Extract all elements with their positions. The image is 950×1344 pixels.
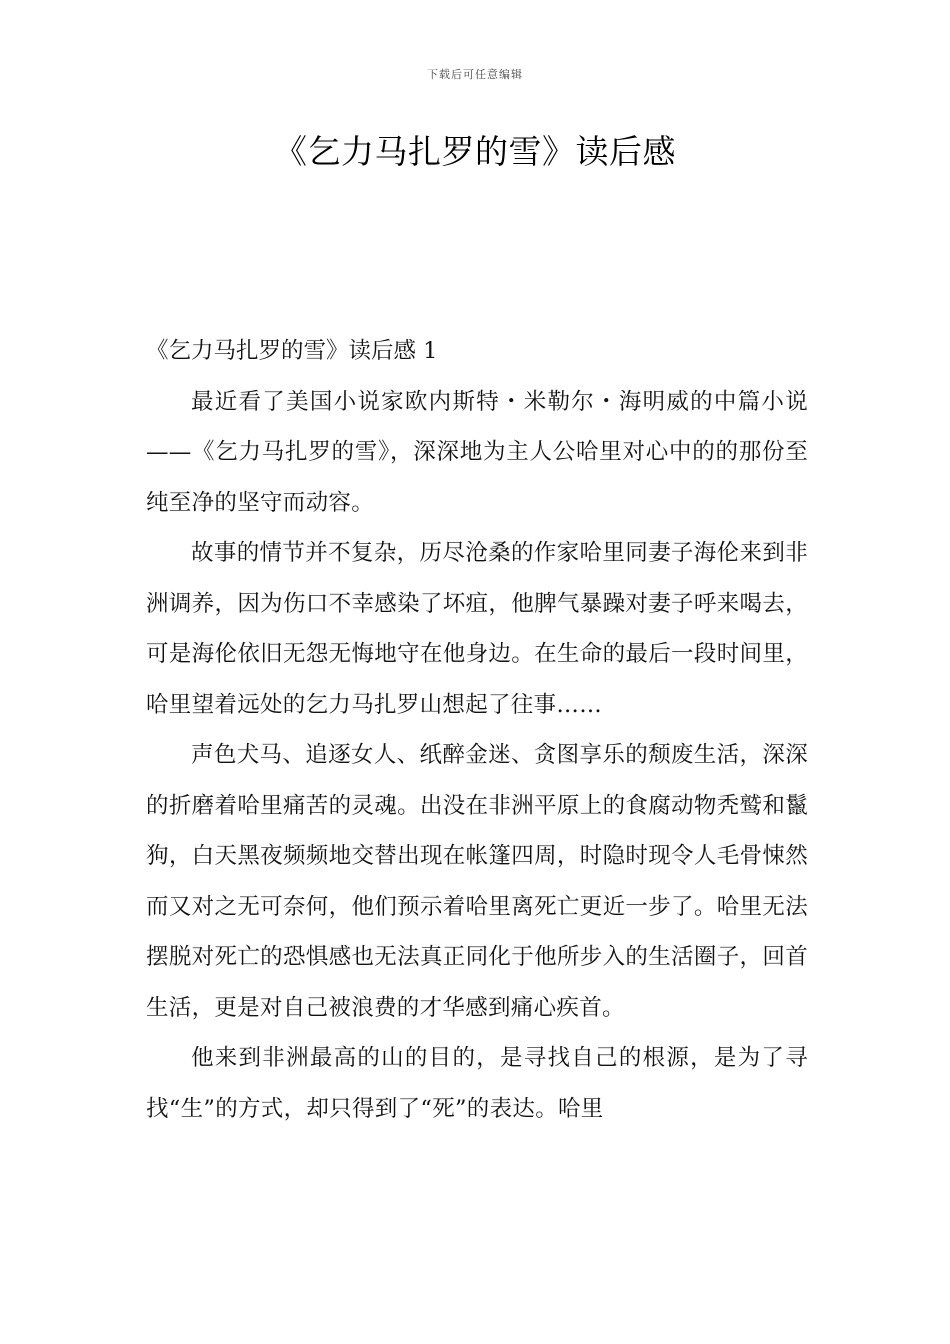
paragraph-1: 最近看了美国小说家欧内斯特・米勒尔・海明威的中篇小说——《乞力马扎罗的雪》，深深地为主人公哈里对心中的的那份至纯至净的坚守而动容。 [146,388,808,516]
paragraph-3: 声色犬马、追逐女人、纸醉金迷、贪图享乐的颓废生活，深深的折磨着哈里痛苦的灵魂。出没在非洲平原上的食腐动物秃鹫和鬣狗，白天黑夜频频地交替出现在帐篷四周，时隐时现令人毛骨悚然而又对之无可奈何，他们预示着哈里离死亡更近一步了。哈里无法摆脱对死亡的恐惧感也无法真正同化于他所步入的生活圈子，回首生活，更是对自己被浪费的才华感到痛心疾首。 [146,742,808,1021]
section-heading: 《乞力马扎罗的雪》读后感 1 [146,338,438,364]
header-note: 下载后可任意编辑 [427,68,523,81]
document-body [146,326,808,1134]
document-title: 《乞力马扎罗的雪》读后感 [274,132,676,171]
paragraph-4: 他来到非洲最高的山的目的，是寻找自己的根源，是为了寻找“生”的方式，却只得到了“死”的表达。哈里 [146,1045,808,1122]
paragraph-2: 故事的情节并不复杂，历尽沧桑的作家哈里同妻子海伦来到非洲调养，因为伤口不幸感染了坏疽，他脾气暴躁对妻子呼来喝去，可是海伦依旧无怨无悔地守在他身边。在生命的最后一段时间里，哈里望着远处的乞力马扎罗山想起了往事…… [146,540,808,718]
